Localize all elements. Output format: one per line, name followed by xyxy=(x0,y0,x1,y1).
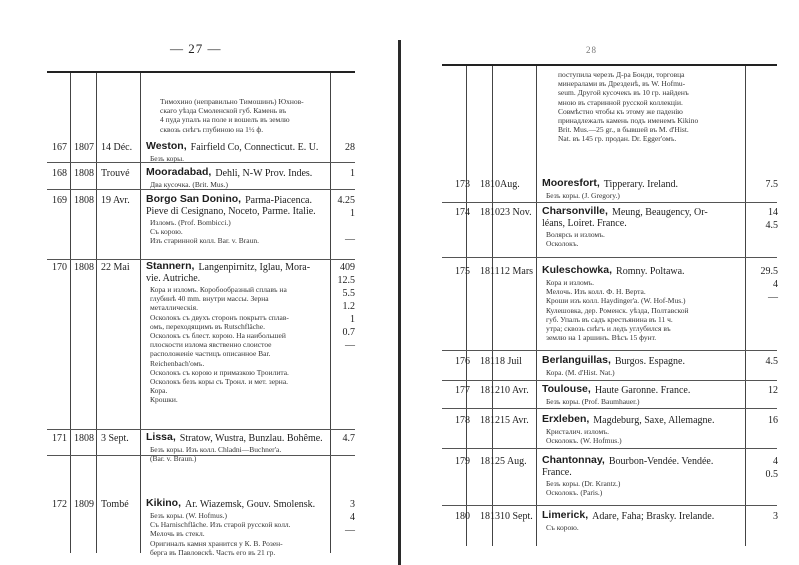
specimen-weight: 4.25 xyxy=(337,195,355,206)
specimen-note: Съ корою. xyxy=(150,227,183,237)
meteorite-name: Weston, xyxy=(146,140,187,152)
meteorite-name: Limerick, xyxy=(542,509,589,521)
specimen-note: Кристалич. изломъ. xyxy=(546,427,609,436)
column-divider xyxy=(745,66,746,546)
entry-date: 19 Avr. xyxy=(101,195,130,206)
specimen-note: берга въ Павловскѣ. Часть его въ 21 гр. xyxy=(150,547,276,557)
specimen-weight: 3 xyxy=(350,499,355,510)
top-note-line: Совмѣстно чтобы къ этому же паденію xyxy=(558,106,683,116)
entry-number: 175 xyxy=(455,266,470,277)
specimen-note: Изъ старинной колл. Bar. v. Braun. xyxy=(150,236,259,246)
specimen-note: Безъ коры. (Dr. Krantz.) xyxy=(546,479,621,488)
specimen-note: Безъ коры. (W. Hofmus.) xyxy=(150,511,228,520)
specimen-note: Кора и изломъ. xyxy=(546,278,595,287)
column-divider xyxy=(96,73,97,553)
entry-year: 1810 xyxy=(480,207,500,218)
entry-date: 8 Juil xyxy=(500,356,522,367)
entry-date: 10 Sept. xyxy=(500,511,533,522)
fall-location: Burgos. Espagne. xyxy=(614,356,685,367)
right-page xyxy=(400,0,799,565)
specimen-note: плоскости излома явственно слоистое xyxy=(150,340,272,350)
specimen-weight: 409 xyxy=(340,262,355,273)
specimen-note: Осколокъ съ двухъ сторонъ покрытъ сплав- xyxy=(150,312,289,322)
row-separator xyxy=(442,448,777,449)
entry-year: 1812 xyxy=(480,456,500,467)
header-rule xyxy=(47,71,355,73)
entry-date: 10 Avr. xyxy=(500,385,529,396)
specimen-note: (Bar. v. Braun.) xyxy=(150,454,197,464)
page-number: 28 xyxy=(586,45,597,55)
specimen-note: Reichenbach'омъ. xyxy=(150,358,205,368)
entry-date: Trouvé xyxy=(101,168,130,179)
fall-location-cont: vie. Autriche. xyxy=(146,273,201,284)
top-note-line: сквозь снѣгъ глубиною на 1½ ф. xyxy=(160,124,264,134)
fall-location: Tipperary. Ireland. xyxy=(603,179,678,190)
entry-date: 23 Nov. xyxy=(500,207,532,218)
specimen-note: расположеніе частицъ описанное Bar. xyxy=(150,349,271,359)
specimen-note: Осколокъ. (W. Hofmus.) xyxy=(546,436,622,446)
column-divider xyxy=(536,66,537,546)
entry-year: 1812 xyxy=(480,415,500,426)
entry-number: 172 xyxy=(52,499,67,510)
specimen-note: Оригиналъ камня хранится у К. В. Розен- xyxy=(150,538,283,548)
row-separator xyxy=(442,380,777,381)
row-separator xyxy=(442,202,777,203)
column-divider xyxy=(466,66,467,546)
specimen-weight: 5.5 xyxy=(342,288,355,299)
entry-number: 169 xyxy=(52,195,67,206)
fall-location: Haute Garonne. France. xyxy=(594,385,691,396)
column-divider xyxy=(492,66,493,546)
fall-location: Bourbon-Vendée. Vendée. xyxy=(608,456,714,467)
specimen-weight: 12.5 xyxy=(337,275,355,286)
specimen-note: Изломъ. (Prof. Bombicci.) xyxy=(150,218,231,227)
fall-location: Meung, Beaugency, Or- xyxy=(611,207,708,218)
entry-number: 179 xyxy=(455,456,470,467)
row-separator xyxy=(442,350,777,351)
specimen-weight: 28 xyxy=(345,142,355,153)
top-note-line: 4 пуда упалъ на поле и вошелъ въ землю xyxy=(160,115,290,125)
specimen-weight: 4.7 xyxy=(342,433,355,444)
entry-year: 1809 xyxy=(74,499,94,510)
specimen-note: Волярсь и изломъ. xyxy=(546,230,605,239)
entry-number: 178 xyxy=(455,415,470,426)
row-separator xyxy=(47,259,355,260)
row-separator xyxy=(442,408,777,409)
entry-year: 1808 xyxy=(74,433,94,444)
specimen-weight: 12 xyxy=(768,385,778,396)
row-separator xyxy=(47,162,355,163)
specimen-note: Кора. (M. d'Hist. Nat.) xyxy=(546,368,615,377)
specimen-weight: 0.5 xyxy=(765,469,778,480)
specimen-weight: — xyxy=(768,292,778,303)
specimen-note: Съ Harnischfläche. Изъ старой русской колл. xyxy=(150,520,291,530)
specimen-note: Съ корою. xyxy=(546,523,579,532)
top-note-line: Тимохино (неправильно Тимошинъ) Юхнов- xyxy=(160,97,304,106)
top-note-line: Nat. въ 145 гр. продан. Dr. Egger'омъ. xyxy=(558,134,677,144)
meteorite-name: Erxleben, xyxy=(542,413,590,425)
specimen-note: Безъ коры. xyxy=(150,154,184,163)
top-note-line: минералами въ Дрезденѣ, въ W. Hofmu- xyxy=(558,79,686,89)
entry-number: 167 xyxy=(52,142,67,153)
fall-location: Dehli, N-W Prov. Indes. xyxy=(215,168,313,179)
entry-date: 12 Mars xyxy=(500,266,534,277)
page-number: — 27 — xyxy=(170,41,222,56)
specimen-weight: 1 xyxy=(350,314,355,325)
specimen-note: землю на 1 аршинъ. Вѣсъ 15 фунт. xyxy=(546,333,657,343)
entry-number: 177 xyxy=(455,385,470,396)
specimen-note: Крошки. xyxy=(150,395,178,405)
specimen-weight: 1 xyxy=(350,208,355,219)
fall-location: Parma-Piacenca. xyxy=(245,195,312,206)
entry-year: 1812 xyxy=(480,385,500,396)
meteorite-name: Kikino, xyxy=(146,497,182,509)
specimen-note: Безъ коры. (J. Gregory.) xyxy=(546,191,620,200)
entry-date: 14 Déc. xyxy=(101,142,133,153)
meteorite-name: Berlanguillas, xyxy=(542,354,611,366)
meteorite-name: Mooresfort, xyxy=(542,177,600,189)
entry-date: 5 Aug. xyxy=(500,456,527,467)
specimen-note: Мелочь въ стекл. xyxy=(150,529,205,539)
specimen-weight: 1 xyxy=(350,168,355,179)
entry-year: 1808 xyxy=(74,168,94,179)
specimen-weight: 29.5 xyxy=(760,266,778,277)
specimen-note: Безъ коры. Изъ колл. Chladni—Buchner'a. xyxy=(150,445,282,454)
specimen-note: Кроши изъ колл. Haydinger'a. (W. Hof-Mus.) xyxy=(546,296,686,306)
fall-location: Romny. Poltawa. xyxy=(616,266,685,277)
specimen-weight: 4 xyxy=(773,456,778,467)
specimen-weight: 4.5 xyxy=(765,356,778,367)
fall-location: Langenpirnitz, Iglau, Mora- xyxy=(198,262,311,273)
column-divider xyxy=(330,73,331,553)
top-note-line: Brit. Mus.—25 gr., в бывшей въ M. d'Hist. xyxy=(558,125,689,135)
specimen-weight: 16 xyxy=(768,415,778,426)
entry-year: 1813 xyxy=(480,511,500,522)
specimen-weight: 14 xyxy=(768,207,778,218)
entry-year: 1808 xyxy=(74,195,94,206)
specimen-note: металлическія. xyxy=(150,303,199,313)
entry-number: 180 xyxy=(455,511,470,522)
specimen-note: Осколокъ безъ коры съ Тронл. и мет. зерна. xyxy=(150,377,289,386)
meteorite-name: Toulouse, xyxy=(542,383,591,395)
entry-number: 171 xyxy=(52,433,67,444)
entry-number: 176 xyxy=(455,356,470,367)
entry-date: Tombé xyxy=(101,499,129,510)
specimen-weight: 4.5 xyxy=(765,220,778,231)
fall-location-cont: Pieve di Cesignano, Noceto, Parme. Italie. xyxy=(146,206,316,217)
row-separator xyxy=(442,505,777,506)
entry-date: Aug. xyxy=(500,179,520,190)
fall-location: Adare, Faha; Brasky. Irelande. xyxy=(592,511,715,522)
fall-location: Fairfield Co, Connecticut. E. U. xyxy=(190,142,319,153)
top-note-line: seum. Другой кусочекъ въ 10 гр. найденъ xyxy=(558,88,689,98)
specimen-weight: 7.5 xyxy=(765,179,778,190)
row-separator xyxy=(47,455,355,456)
entry-number: 173 xyxy=(455,179,470,190)
top-note-line: принадлежалъ камень подъ именемъ Kikino xyxy=(558,116,699,125)
row-separator xyxy=(442,257,777,258)
meteorite-name: Borgo San Donino, xyxy=(146,193,242,205)
specimen-note: глубинѣ 40 mm. внутри массы. Зерна xyxy=(150,294,269,304)
meteorite-name: Chantonnay, xyxy=(542,454,605,466)
meteorite-name: Stannern, xyxy=(146,260,195,272)
column-divider xyxy=(140,73,141,553)
specimen-note: Осколокъ съ блест. корою. На наибольшей xyxy=(150,331,286,340)
meteorite-name: Charsonville, xyxy=(542,205,608,217)
top-note-line: скаго уѣзда Смоленской губ. Камень въ xyxy=(160,106,287,116)
specimen-weight: — xyxy=(345,340,355,351)
entry-date: 3 Sept. xyxy=(101,433,129,444)
meteorite-name: Lissa, xyxy=(146,431,176,443)
specimen-note: Безъ коры. (Prof. Baumhauer.) xyxy=(546,397,640,406)
specimen-weight: 0.7 xyxy=(342,327,355,338)
specimen-weight: 1.2 xyxy=(342,301,355,312)
row-separator xyxy=(47,429,355,430)
specimen-note: Мелочь. Изъ колл. Ф. Н. Верта. xyxy=(546,287,646,297)
fall-location: Stratow, Wustra, Bunzlau. Bohême. xyxy=(179,433,323,444)
fall-location-cont: léans, Loiret. France. xyxy=(542,218,627,229)
specimen-note: губ. Упалъ въ садъ крестьянина въ 11 ч. xyxy=(546,314,673,324)
specimen-weight: — xyxy=(345,525,355,536)
top-note-line: мною въ старинной русской коллекціи. xyxy=(558,97,683,107)
specimen-note: Кулешовка, дер. Роменск. уѣзда, Полтавской xyxy=(546,305,689,315)
entry-date: 15 Avr. xyxy=(500,415,529,426)
specimen-note: Два кусочка. (Brit. Mus.) xyxy=(150,180,228,189)
meteorite-name: Mooradabad, xyxy=(146,166,212,178)
specimen-note: Кора и изломъ. Коробообразный сплавъ на xyxy=(150,285,287,294)
specimen-weight: 4 xyxy=(350,512,355,523)
entry-number: 170 xyxy=(52,262,67,273)
entry-year: 1808 xyxy=(74,262,94,273)
top-note-line: поступила черезъ Д-ра Бонди, торговца xyxy=(558,70,685,79)
meteorite-name: Kuleschowka, xyxy=(542,264,613,276)
specimen-note: Осколокъ съ корою и примазкою Троилита. xyxy=(150,367,289,377)
specimen-weight: 4 xyxy=(773,279,778,290)
row-separator xyxy=(47,189,355,190)
specimen-note: Кора. xyxy=(150,386,168,396)
fall-location: Ar. Wiazemsk, Gouv. Smolensk. xyxy=(185,499,316,510)
specimen-weight: 3 xyxy=(773,511,778,522)
specimen-note: омъ, переходящимъ въ Rutschfläche. xyxy=(150,321,265,331)
specimen-note: Осколокъ. xyxy=(546,239,579,249)
fall-location-cont: France. xyxy=(542,467,572,478)
entry-number: 168 xyxy=(52,168,67,179)
entry-number: 174 xyxy=(455,207,470,218)
column-divider xyxy=(70,73,71,553)
entry-year: 1811 xyxy=(480,356,500,367)
entry-year: 1807 xyxy=(74,142,94,153)
specimen-note: утра; сквозь снѣгъ и ледъ углубился въ xyxy=(546,324,671,333)
entry-year: 1811 xyxy=(480,266,500,277)
specimen-note: Осколокъ. (Paris.) xyxy=(546,488,603,498)
fall-location: Magdeburg, Saxe, Allemagne. xyxy=(593,415,715,426)
specimen-weight: — xyxy=(345,234,355,245)
entry-year: 1810 xyxy=(480,179,500,190)
entry-date: 22 Mai xyxy=(101,262,130,273)
